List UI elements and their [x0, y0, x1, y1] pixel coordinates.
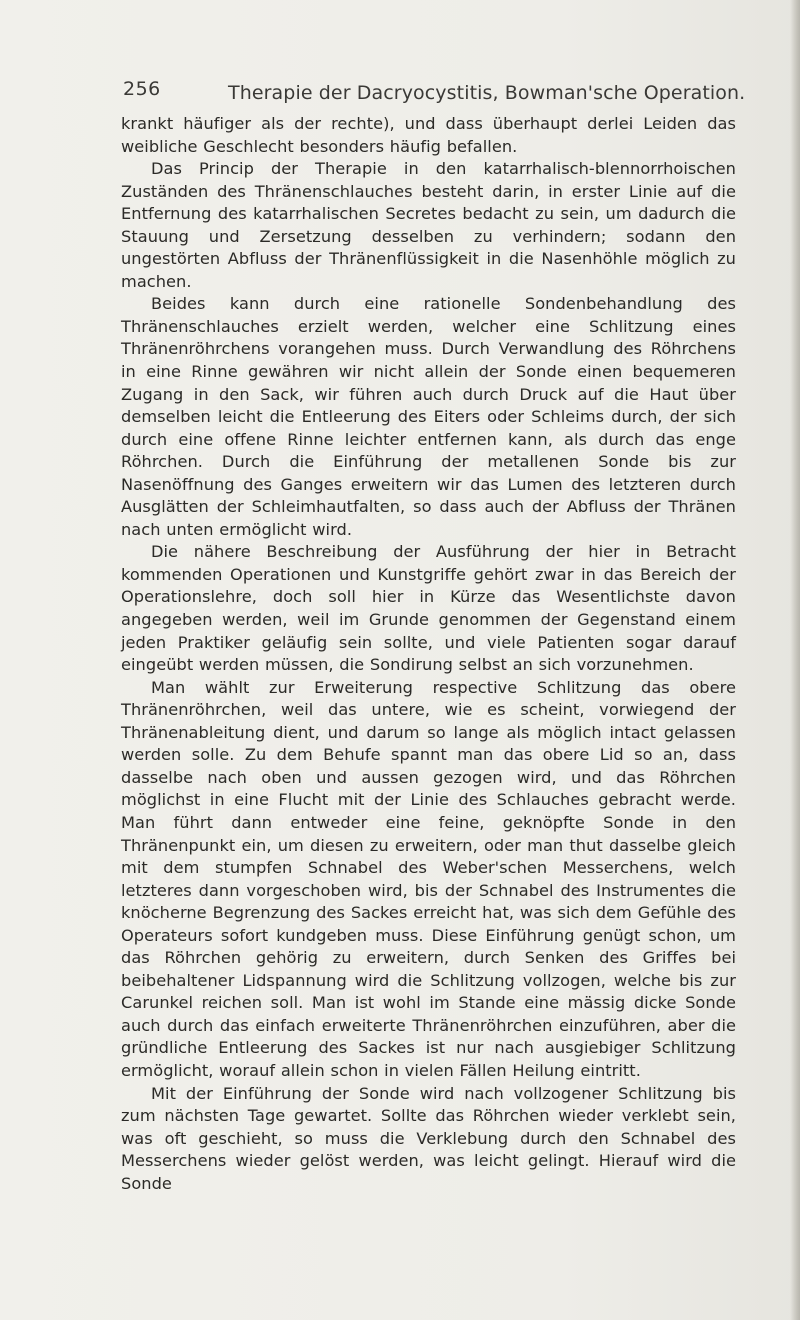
- running-title: Therapie der Dacryocystitis, Bowman'sche Operation.: [228, 82, 746, 104]
- paragraph-continuation: krankt häufiger als der rechte), und dass überhaupt derlei Leiden das weibliche Geschlecht besonders häufig befallen.: [121, 114, 736, 156]
- page-number: 256: [123, 78, 161, 100]
- page-edge-shadow: [790, 0, 800, 1320]
- page-header: [93, 78, 746, 108]
- paragraph-therapy-principle: Das Princip der Therapie in den katarrhalisch-blennorrhoischen Zuständen des Thränenschlauches besteht darin, in erster Linie auf die Entfernung des katarrhalischen Secretes bedacht zu sein, um dadurch die Stauung und Zersetzung desselben zu verhindern; sodann den ungestörten Abfluss der Thränenflüssigkeit in die Nasenhöhle möglich zu machen.: [121, 159, 736, 291]
- body-text: [121, 113, 736, 1293]
- paragraph-operation-description: Die nähere Beschreibung der Ausführung der hier in Betracht kommenden Operationen und Kunstgriffe gehört zwar in das Bereich der Operationslehre, doch soll hier in Kürze das Wesentlichste davon angegeben werden, weil im Grunde genommen der Gegenstand einem jeden Praktiker geläufig sein sollte, und viele Patienten sogar darauf eingeübt werden müssen, die Sondirung selbst an sich vorzunehmen.: [121, 542, 736, 675]
- paragraph-probe-treatment: Beides kann durch eine rationelle Sondenbehandlung des Thränenschlauches erzielt werden, welcher eine Schlitzung eines Thränenröhrchens vorangehen muss. Durch Verwandlung des Röhrchens in eine Rinne gewähren wir nicht allein der Sonde einen bequemeren Zugang in den Sack, wir führen auch durch Druck auf die Haut über demselben leicht die Entleerung des Eiters oder Schleims durch, der sich durch eine offene Rinne leichter entfernen kann, als durch das enge Röhrchen. Durch die Einführung der metallenen Sonde bis zur Nasenöffnung des Ganges erweitern wir das Lumen des letzteren durch Ausglätten der Schleimhautfalten, so dass auch der Abfluss der Thränen nach unten ermöglicht wird.: [121, 294, 736, 539]
- paragraph-probe-insertion: Mit der Einführung der Sonde wird nach vollzogener Schlitzung bis zum nächsten Tage gewartet. Sollte das Röhrchen wieder verklebt sein, was oft geschieht, so muss die Verklebung durch den Schnabel des Messerchens wieder gelöst werden, was leicht gelingt. Hierauf wird die Sonde: [121, 1083, 736, 1193]
- paragraph-slitting-procedure: Man wählt zur Erweiterung respective Schlitzung das obere Thränenröhrchen, weil das untere, wie es scheint, vorwiegend der Thränenableitung dient, und darum so lange als möglich intact gelassen werden solle. Zu dem Behufe spannt man das obere Lid so an, dass dasselbe nach oben und aussen gezogen wird, und das Röhrchen möglichst in eine Flucht mit der Linie des Schlauches gebracht werde. Man führt dann entweder eine feine, geknöpfte Sonde in den Thränenpunkt ein, um diesen zu erweitern, oder man thut dasselbe gleich mit dem stumpfen Schnabel des Weber'schen Messerchens, welch letzteres dann vorgeschoben wird, bis der Schnabel des Instrumentes die knöcherne Begrenzung des Sackes erreicht hat, was sich dem Gefühle des Operateurs sofort kundgeben muss. Diese Einführung genügt schon, um das Röhrchen gehörig zu erweitern, durch Senken des Griffes bei beibehaltener Lidspannung wird die Schlitzung vollzogen, welche bis zur Carunkel reichen soll. Man ist wohl im Stande eine mässig dicke Sonde auch durch das einfach erweiterte Thränenröhrchen einzuführen, aber die gründliche Entleerung des Sackes ist nur nach ausgiebiger Schlitzung ermöglicht, worauf allein schon in vielen Fällen Heilung eintritt.: [121, 677, 736, 1080]
